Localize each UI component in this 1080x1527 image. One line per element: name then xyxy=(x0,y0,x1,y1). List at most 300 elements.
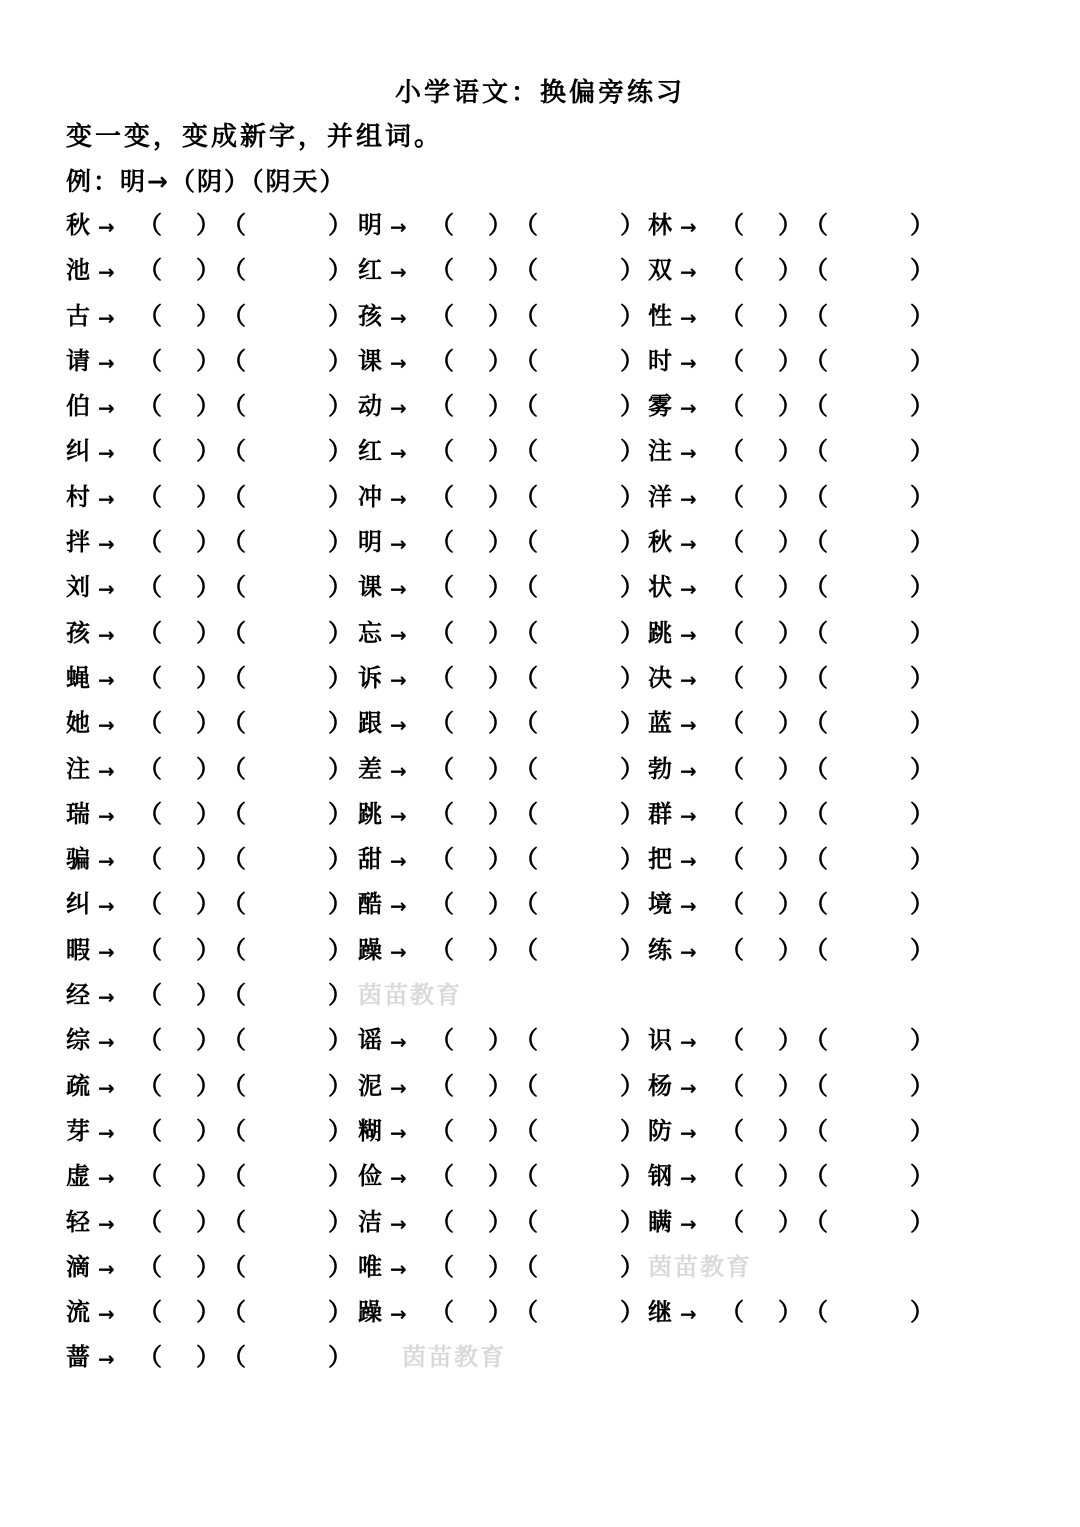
answer-word-close: ） xyxy=(620,1026,644,1055)
answer-word-open[interactable]: （ xyxy=(514,301,538,330)
answer-word-open[interactable]: （ xyxy=(514,1026,538,1055)
answer-char-open[interactable]: （ xyxy=(430,1071,454,1100)
answer-char-open[interactable]: （ xyxy=(720,1298,744,1327)
answer-word-open[interactable]: （ xyxy=(514,935,538,964)
source-character: 诉 xyxy=(358,663,382,692)
answer-char-open[interactable]: （ xyxy=(720,301,744,330)
exercise-row xyxy=(0,1019,1080,1064)
answer-char-open[interactable]: （ xyxy=(138,1298,162,1327)
answer-word-open[interactable]: （ xyxy=(222,482,246,511)
answer-char-close: ） xyxy=(488,211,512,239)
source-character: 谣 xyxy=(358,1026,382,1055)
arrow-icon: → xyxy=(98,441,115,466)
answer-word-open[interactable]: （ xyxy=(514,346,538,375)
exercise-row xyxy=(0,430,1080,475)
answer-word-close: ） xyxy=(328,754,352,783)
source-character: 瞒 xyxy=(648,1207,672,1236)
source-character: 练 xyxy=(648,935,672,964)
answer-word-open[interactable]: （ xyxy=(804,482,828,511)
answer-char-open[interactable]: （ xyxy=(720,1071,744,1100)
answer-char-close: ） xyxy=(488,1252,512,1281)
source-character: 泥 xyxy=(358,1071,382,1100)
answer-char-open[interactable]: （ xyxy=(720,845,744,874)
answer-char-open[interactable]: （ xyxy=(720,1026,744,1055)
answer-word-close: ） xyxy=(328,211,352,239)
answer-word-open[interactable]: （ xyxy=(222,1071,246,1100)
answer-char-close: ） xyxy=(196,663,220,692)
answer-char-close: ） xyxy=(196,211,220,239)
watermark: 茵苗教育 xyxy=(648,1252,752,1281)
answer-word-open[interactable]: （ xyxy=(222,437,246,466)
answer-word-close: ） xyxy=(910,437,934,466)
exercise-item xyxy=(648,340,934,385)
exercise-item xyxy=(358,1155,644,1200)
answer-char-close: ） xyxy=(196,845,220,874)
source-character: 轻 xyxy=(66,1207,90,1236)
arrow-icon: → xyxy=(680,667,697,692)
answer-char-open[interactable]: （ xyxy=(720,1207,744,1236)
exercise-item xyxy=(66,1110,352,1155)
answer-char-open[interactable]: （ xyxy=(720,346,744,375)
answer-char-open[interactable]: （ xyxy=(138,1026,162,1055)
answer-char-open[interactable]: （ xyxy=(430,618,454,647)
answer-char-close: ） xyxy=(488,890,512,919)
answer-word-close: ） xyxy=(328,346,352,375)
answer-word-close: ） xyxy=(328,618,352,647)
answer-char-close: ） xyxy=(488,1207,512,1236)
answer-word-open[interactable]: （ xyxy=(222,392,246,421)
answer-word-open[interactable]: （ xyxy=(514,709,538,738)
exercise-item xyxy=(648,1155,934,1200)
exercise-item xyxy=(66,1336,352,1381)
answer-word-open[interactable]: （ xyxy=(514,1071,538,1100)
exercise-item xyxy=(66,521,352,566)
source-character: 冲 xyxy=(358,482,382,511)
answer-char-open[interactable]: （ xyxy=(138,1252,162,1281)
arrow-icon: → xyxy=(390,803,407,828)
exercise-row xyxy=(0,476,1080,521)
answer-word-open[interactable]: （ xyxy=(514,799,538,828)
answer-word-open[interactable]: （ xyxy=(222,935,246,964)
answer-char-open[interactable]: （ xyxy=(720,256,744,285)
arrow-icon: → xyxy=(390,577,407,602)
answer-char-close: ） xyxy=(488,1116,512,1145)
exercise-item xyxy=(66,249,352,294)
arrow-icon: → xyxy=(98,1075,115,1100)
answer-word-open[interactable]: （ xyxy=(514,1252,538,1281)
exercise-list xyxy=(0,204,1080,1382)
answer-word-open[interactable]: （ xyxy=(222,1162,246,1191)
arrow-icon: → xyxy=(680,1075,697,1100)
answer-char-open[interactable]: （ xyxy=(430,709,454,738)
arrow-icon: → xyxy=(390,713,407,738)
answer-word-open[interactable]: （ xyxy=(514,663,538,692)
answer-word-open[interactable]: （ xyxy=(514,1116,538,1145)
answer-word-open[interactable]: （ xyxy=(804,573,828,602)
answer-word-close: ） xyxy=(910,1162,934,1191)
answer-word-open[interactable]: （ xyxy=(514,482,538,511)
arrow-icon: → xyxy=(98,396,115,421)
answer-char-open[interactable]: （ xyxy=(138,663,162,692)
answer-word-close: ） xyxy=(620,754,644,783)
exercise-row xyxy=(0,295,1080,340)
answer-word-close: ） xyxy=(620,301,644,330)
answer-char-open[interactable]: （ xyxy=(430,935,454,964)
answer-word-open[interactable]: （ xyxy=(514,437,538,466)
answer-char-open[interactable]: （ xyxy=(430,573,454,602)
answer-char-close: ） xyxy=(778,301,802,330)
source-character: 识 xyxy=(648,1026,672,1055)
answer-word-open[interactable]: （ xyxy=(222,211,246,239)
answer-char-open[interactable]: （ xyxy=(720,392,744,421)
answer-char-close: ） xyxy=(488,573,512,602)
source-character: 暇 xyxy=(66,935,90,964)
answer-word-open[interactable]: （ xyxy=(804,1026,828,1055)
answer-word-open[interactable]: （ xyxy=(804,845,828,874)
answer-char-open[interactable]: （ xyxy=(430,799,454,828)
answer-char-close: ） xyxy=(488,709,512,738)
exercise-item xyxy=(358,566,644,611)
source-character: 跳 xyxy=(648,618,672,647)
answer-char-open[interactable]: （ xyxy=(430,346,454,375)
answer-char-open[interactable]: （ xyxy=(430,754,454,783)
exercise-item xyxy=(66,974,352,1019)
answer-word-open[interactable]: （ xyxy=(804,256,828,285)
answer-char-open[interactable]: （ xyxy=(430,1298,454,1327)
source-character: 秋 xyxy=(66,211,90,239)
exercise-item xyxy=(66,476,352,521)
answer-char-close: ） xyxy=(196,1343,220,1372)
answer-char-open[interactable]: （ xyxy=(138,754,162,783)
answer-word-open[interactable]: （ xyxy=(222,573,246,602)
source-character: 拌 xyxy=(66,528,90,557)
exercise-item xyxy=(66,612,352,657)
answer-word-open[interactable]: （ xyxy=(222,981,246,1010)
source-character: 她 xyxy=(66,709,90,738)
answer-char-open[interactable]: （ xyxy=(430,256,454,285)
answer-word-open[interactable]: （ xyxy=(514,754,538,783)
answer-char-close: ） xyxy=(778,1116,802,1145)
exercise-row xyxy=(0,657,1080,702)
arrow-icon: → xyxy=(680,215,697,239)
arrow-icon: → xyxy=(680,1211,697,1236)
answer-char-open[interactable]: （ xyxy=(138,573,162,602)
arrow-icon: → xyxy=(98,215,115,239)
exercise-item xyxy=(358,430,644,475)
answer-word-open[interactable]: （ xyxy=(804,1298,828,1327)
answer-char-open[interactable]: （ xyxy=(430,392,454,421)
answer-char-open[interactable]: （ xyxy=(430,663,454,692)
exercise-row xyxy=(0,883,1080,928)
answer-word-open[interactable]: （ xyxy=(804,663,828,692)
answer-char-open[interactable]: （ xyxy=(138,392,162,421)
answer-char-close: ） xyxy=(778,1162,802,1191)
answer-word-close: ） xyxy=(328,663,352,692)
answer-char-open[interactable]: （ xyxy=(138,981,162,1010)
answer-word-open[interactable]: （ xyxy=(804,528,828,557)
arrow-icon: → xyxy=(98,1120,115,1145)
source-character: 勃 xyxy=(648,754,672,783)
answer-word-close: ） xyxy=(910,256,934,285)
answer-word-close: ） xyxy=(620,845,644,874)
exercise-item xyxy=(358,295,644,340)
answer-char-open[interactable]: （ xyxy=(138,1071,162,1100)
arrow-icon: → xyxy=(680,441,697,466)
answer-word-open[interactable]: （ xyxy=(222,346,246,375)
answer-word-close: ） xyxy=(910,1071,934,1100)
exercise-item xyxy=(648,883,934,928)
answer-char-open[interactable]: （ xyxy=(430,1116,454,1145)
answer-word-open[interactable]: （ xyxy=(514,211,538,239)
arrow-icon: → xyxy=(390,667,407,692)
arrow-icon: → xyxy=(98,486,115,511)
answer-word-open[interactable]: （ xyxy=(804,1116,828,1145)
answer-word-open[interactable]: （ xyxy=(804,392,828,421)
exercise-row xyxy=(0,204,1080,249)
answer-char-open[interactable]: （ xyxy=(430,211,454,239)
arrow-icon: → xyxy=(680,305,697,330)
answer-char-open[interactable]: （ xyxy=(720,1116,744,1145)
arrow-icon: → xyxy=(390,1166,407,1191)
answer-char-open[interactable]: （ xyxy=(720,754,744,783)
answer-word-open[interactable]: （ xyxy=(514,618,538,647)
answer-char-open[interactable]: （ xyxy=(138,799,162,828)
arrow-icon: → xyxy=(680,577,697,602)
answer-char-open[interactable]: （ xyxy=(720,528,744,557)
source-character: 蓝 xyxy=(648,709,672,738)
answer-word-open[interactable]: （ xyxy=(514,1207,538,1236)
answer-word-close: ） xyxy=(620,1298,644,1327)
source-character: 红 xyxy=(358,256,382,285)
answer-word-open[interactable]: （ xyxy=(222,301,246,330)
answer-char-open[interactable]: （ xyxy=(430,528,454,557)
exercise-row xyxy=(0,929,1080,974)
answer-word-open[interactable]: （ xyxy=(222,799,246,828)
answer-char-open[interactable]: （ xyxy=(720,709,744,738)
answer-word-close: ） xyxy=(910,346,934,375)
answer-word-open[interactable]: （ xyxy=(222,528,246,557)
answer-word-open[interactable]: （ xyxy=(804,301,828,330)
answer-word-open[interactable]: （ xyxy=(804,618,828,647)
answer-word-open[interactable]: （ xyxy=(514,845,538,874)
answer-char-open[interactable]: （ xyxy=(138,528,162,557)
watermark: 茵苗教育 xyxy=(402,1343,506,1372)
answer-char-close: ） xyxy=(778,346,802,375)
arrow-icon: → xyxy=(680,1166,697,1191)
answer-word-open[interactable]: （ xyxy=(514,573,538,602)
answer-char-open[interactable]: （ xyxy=(138,709,162,738)
answer-word-open[interactable]: （ xyxy=(222,845,246,874)
answer-word-open[interactable]: （ xyxy=(222,1026,246,1055)
answer-char-open[interactable]: （ xyxy=(138,437,162,466)
arrow-icon: → xyxy=(98,577,115,602)
exercise-item xyxy=(66,340,352,385)
answer-char-open[interactable]: （ xyxy=(138,1116,162,1145)
answer-word-open[interactable]: （ xyxy=(222,709,246,738)
source-character: 请 xyxy=(66,346,90,375)
answer-word-open[interactable]: （ xyxy=(514,528,538,557)
answer-word-open[interactable]: （ xyxy=(804,935,828,964)
answer-word-close: ） xyxy=(620,709,644,738)
answer-word-open[interactable]: （ xyxy=(222,663,246,692)
answer-char-open[interactable]: （ xyxy=(138,618,162,647)
arrow-icon: → xyxy=(390,532,407,557)
answer-word-close: ） xyxy=(910,799,934,828)
answer-word-open[interactable]: （ xyxy=(804,1162,828,1191)
answer-word-close: ） xyxy=(328,935,352,964)
answer-word-close: ） xyxy=(910,211,934,239)
answer-char-open[interactable]: （ xyxy=(720,211,744,239)
answer-word-open[interactable]: （ xyxy=(222,1207,246,1236)
answer-word-open[interactable]: （ xyxy=(514,1162,538,1191)
arrow-icon: → xyxy=(390,1030,407,1055)
answer-char-open[interactable]: （ xyxy=(138,346,162,375)
answer-word-open[interactable]: （ xyxy=(804,754,828,783)
answer-word-open[interactable]: （ xyxy=(222,1252,246,1281)
answer-char-open[interactable]: （ xyxy=(720,437,744,466)
source-character: 滴 xyxy=(66,1252,90,1281)
answer-word-open[interactable]: （ xyxy=(222,754,246,783)
answer-word-close: ） xyxy=(620,392,644,421)
exercise-item xyxy=(358,612,644,657)
answer-char-close: ） xyxy=(778,618,802,647)
answer-word-open[interactable]: （ xyxy=(514,256,538,285)
answer-word-open[interactable]: （ xyxy=(222,890,246,919)
exercise-item xyxy=(358,204,644,249)
answer-char-open[interactable]: （ xyxy=(720,890,744,919)
exercise-item xyxy=(358,793,644,838)
answer-char-close: ） xyxy=(488,845,512,874)
answer-word-close: ） xyxy=(910,573,934,602)
answer-char-open[interactable]: （ xyxy=(720,573,744,602)
answer-char-close: ） xyxy=(488,256,512,285)
exercise-item xyxy=(648,476,934,521)
answer-char-open[interactable]: （ xyxy=(138,301,162,330)
answer-char-close: ） xyxy=(488,528,512,557)
answer-char-close: ） xyxy=(196,890,220,919)
exercise-row xyxy=(0,1110,1080,1155)
answer-word-close: ） xyxy=(620,211,644,239)
answer-char-close: ） xyxy=(778,890,802,919)
answer-char-open[interactable]: （ xyxy=(430,1252,454,1281)
exercise-row xyxy=(0,1201,1080,1246)
arrow-icon: → xyxy=(98,260,115,285)
answer-word-open[interactable]: （ xyxy=(804,1071,828,1100)
source-character: 把 xyxy=(648,845,672,874)
answer-char-open[interactable]: （ xyxy=(138,1207,162,1236)
answer-char-open[interactable]: （ xyxy=(720,482,744,511)
answer-char-open[interactable]: （ xyxy=(720,663,744,692)
answer-char-open[interactable]: （ xyxy=(430,437,454,466)
answer-char-open[interactable]: （ xyxy=(430,1026,454,1055)
source-character: 纠 xyxy=(66,437,90,466)
answer-word-open[interactable]: （ xyxy=(222,1298,246,1327)
arrow-icon: → xyxy=(680,1030,697,1055)
answer-char-close: ） xyxy=(196,1026,220,1055)
answer-char-open[interactable]: （ xyxy=(430,301,454,330)
source-character: 村 xyxy=(66,482,90,511)
answer-word-close: ） xyxy=(910,1116,934,1145)
answer-word-close: ） xyxy=(620,663,644,692)
answer-word-open[interactable]: （ xyxy=(222,256,246,285)
answer-char-open[interactable]: （ xyxy=(430,890,454,919)
answer-char-close: ） xyxy=(196,573,220,602)
answer-word-open[interactable]: （ xyxy=(222,1116,246,1145)
source-character: 秋 xyxy=(648,528,672,557)
answer-word-close: ） xyxy=(328,573,352,602)
answer-char-open[interactable]: （ xyxy=(138,845,162,874)
exercise-item xyxy=(358,340,644,385)
answer-char-close: ） xyxy=(488,618,512,647)
answer-char-open[interactable]: （ xyxy=(138,482,162,511)
exercise-item xyxy=(648,793,934,838)
answer-char-open[interactable]: （ xyxy=(720,1162,744,1191)
answer-word-open[interactable]: （ xyxy=(222,1343,246,1372)
answer-word-open[interactable]: （ xyxy=(804,709,828,738)
answer-char-open[interactable]: （ xyxy=(430,1162,454,1191)
answer-char-open[interactable]: （ xyxy=(720,935,744,964)
answer-char-open[interactable]: （ xyxy=(138,935,162,964)
source-character: 酷 xyxy=(358,890,382,919)
answer-char-close: ） xyxy=(196,935,220,964)
exercise-item xyxy=(648,249,934,294)
answer-word-open[interactable]: （ xyxy=(804,799,828,828)
answer-char-open[interactable]: （ xyxy=(138,1343,162,1372)
answer-char-open[interactable]: （ xyxy=(138,256,162,285)
answer-char-close: ） xyxy=(196,256,220,285)
source-character: 孩 xyxy=(358,301,382,330)
answer-word-open[interactable]: （ xyxy=(804,890,828,919)
source-character: 瑞 xyxy=(66,799,90,828)
arrow-icon: → xyxy=(98,803,115,828)
answer-word-close: ） xyxy=(328,256,352,285)
answer-char-open[interactable]: （ xyxy=(430,1207,454,1236)
source-character: 林 xyxy=(648,211,672,239)
answer-char-open[interactable]: （ xyxy=(138,890,162,919)
answer-char-close: ） xyxy=(196,301,220,330)
answer-char-open[interactable]: （ xyxy=(138,211,162,239)
answer-word-open[interactable]: （ xyxy=(514,392,538,421)
answer-word-open[interactable]: （ xyxy=(222,618,246,647)
answer-char-open[interactable]: （ xyxy=(720,799,744,828)
exercise-item xyxy=(66,1019,352,1064)
answer-word-open[interactable]: （ xyxy=(804,346,828,375)
answer-char-close: ） xyxy=(778,528,802,557)
answer-word-open[interactable]: （ xyxy=(514,1298,538,1327)
answer-word-open[interactable]: （ xyxy=(804,1207,828,1236)
answer-char-close: ） xyxy=(196,1298,220,1327)
source-character: 课 xyxy=(358,573,382,602)
arrow-icon: → xyxy=(680,350,697,375)
answer-word-close: ） xyxy=(328,301,352,330)
exercise-item xyxy=(358,657,644,702)
answer-word-close: ） xyxy=(620,528,644,557)
answer-word-open[interactable]: （ xyxy=(804,437,828,466)
answer-word-close: ） xyxy=(328,845,352,874)
arrow-icon: → xyxy=(390,849,407,874)
exercise-item xyxy=(648,748,934,793)
exercise-item xyxy=(648,385,934,430)
answer-word-open[interactable]: （ xyxy=(514,890,538,919)
answer-char-open[interactable]: （ xyxy=(720,618,744,647)
source-character: 洋 xyxy=(648,482,672,511)
answer-char-open[interactable]: （ xyxy=(430,845,454,874)
answer-word-open[interactable]: （ xyxy=(804,211,828,239)
answer-char-close: ） xyxy=(488,1162,512,1191)
source-character: 骗 xyxy=(66,845,90,874)
answer-char-open[interactable]: （ xyxy=(430,482,454,511)
answer-char-open[interactable]: （ xyxy=(138,1162,162,1191)
